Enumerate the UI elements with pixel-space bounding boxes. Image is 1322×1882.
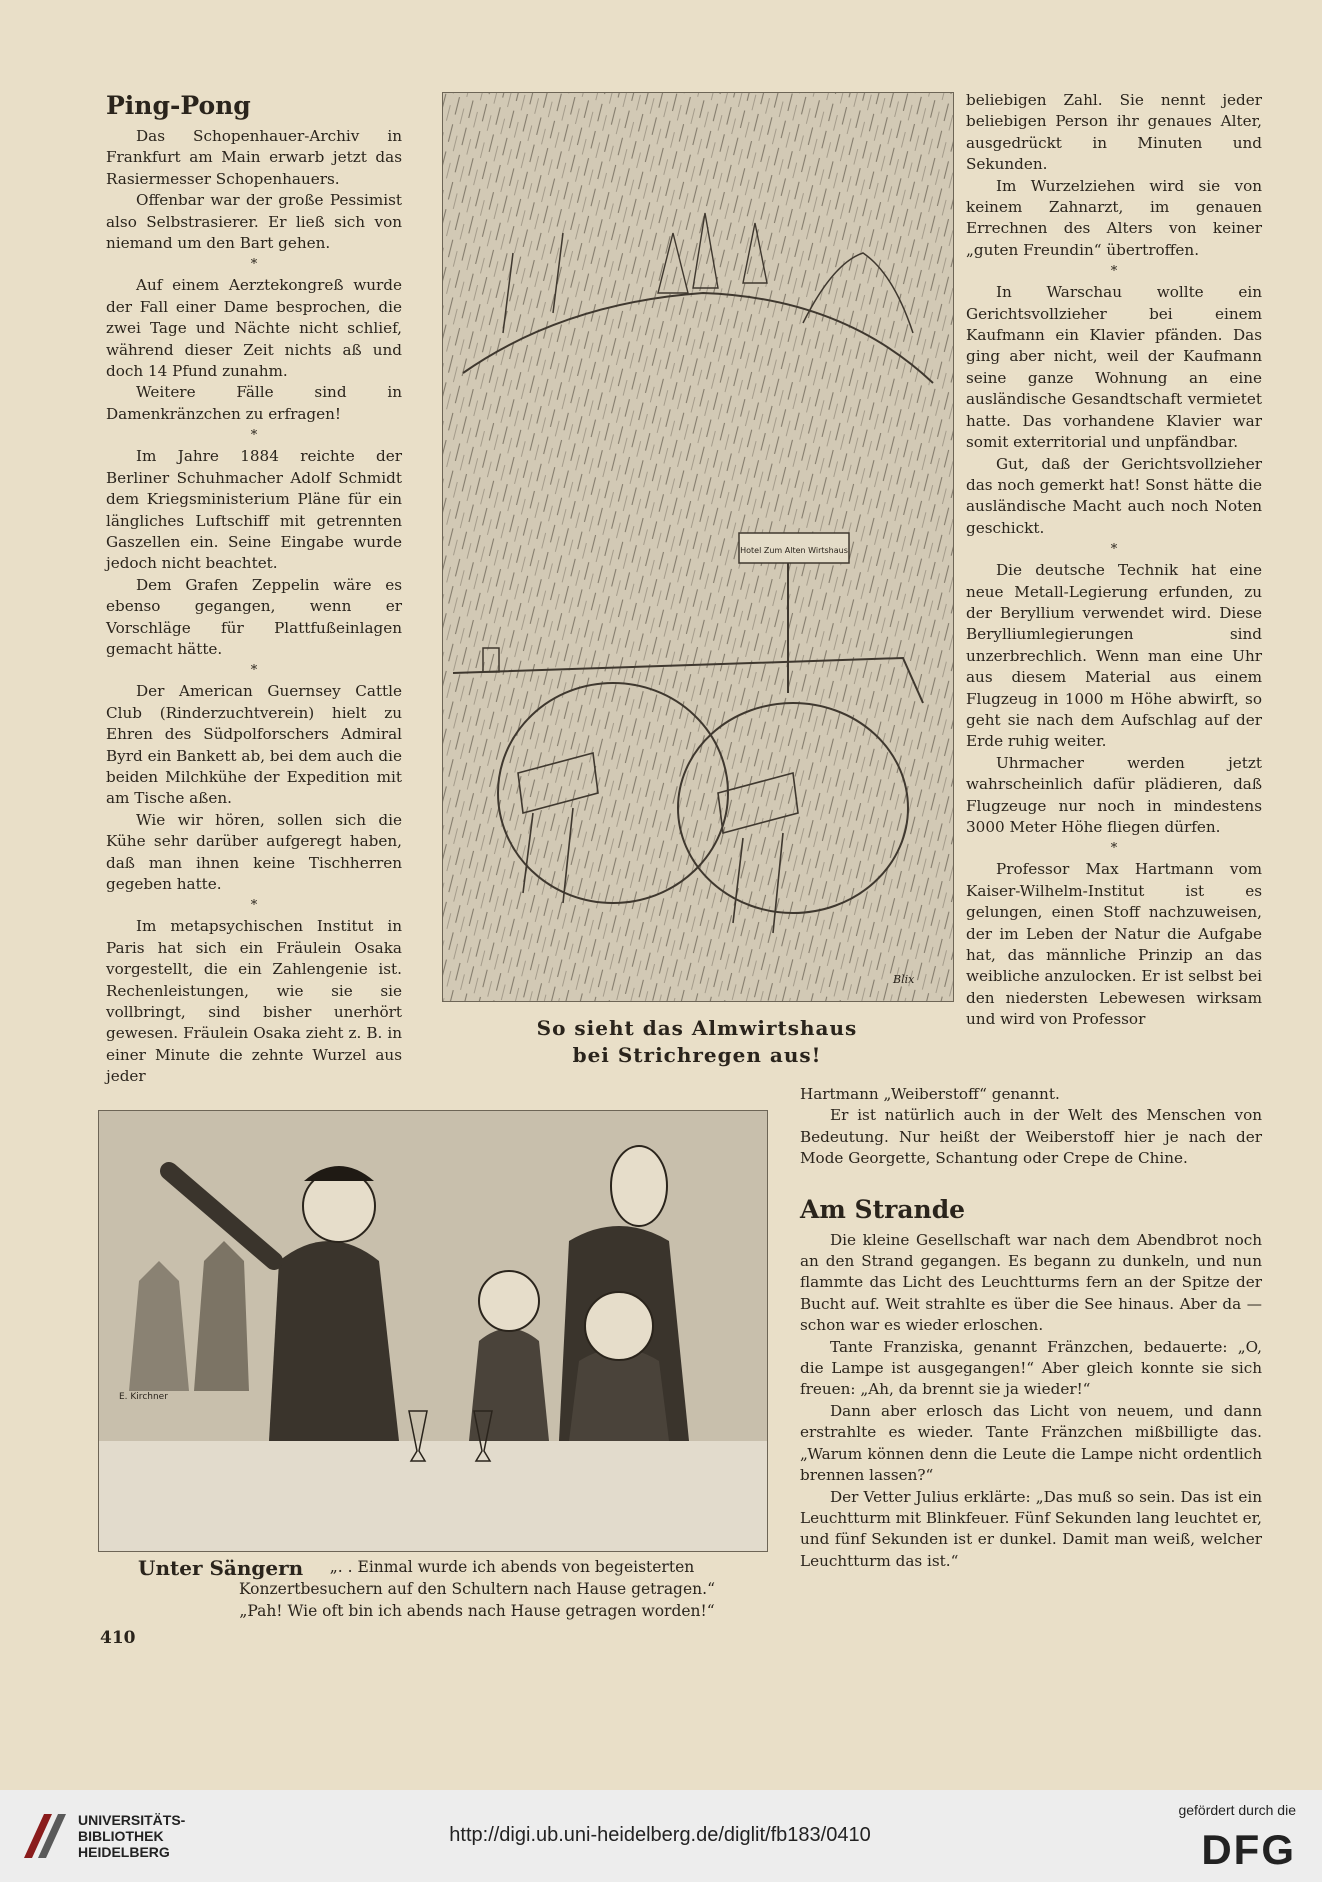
left-column bbox=[106, 90, 402, 1088]
artist-signature: E. Kirchner bbox=[119, 1392, 168, 1402]
paragraph: Dann aber erlosch das Licht von neuem, und dann erstrahlte es wieder. Tante Fränzchen mißbilligte das. „Warum können denn die Leute die Lampe nicht ordentlich brennen lassen?“ bbox=[800, 1401, 1262, 1485]
caption-line: „Pah! Wie oft bin ich abends nach Hause getragen worden!“ bbox=[239, 1602, 715, 1620]
digital-library-link[interactable]: http://digi.ub.uni-heidelberg.de/diglit/fb183/0410 bbox=[449, 1824, 871, 1846]
paragraph: Er ist natürlich auch in der Welt des Menschen von Bedeutung. Nur heißt der Weiberstoff hier je nach der Mode Georgette, Schantung oder Crepe de Chine. bbox=[800, 1106, 1262, 1168]
right-column bbox=[966, 90, 1262, 1031]
paragraph: Im Wurzelziehen wird sie von keinem Zahnarzt, im genauen Errechnen des Alters von keiner „guten Freundin“ übertroffen. bbox=[966, 176, 1262, 259]
paragraph: Die deutsche Technik hat eine neue Metall-Legierung erfunden, zu der Beryllium verwendet wird. Diese Berylliumlegierungen sind unzerbrechlich. Wenn man eine Uhr aus diesem Material aus einem Flugzeug in 1000 m Höhe abwirft, so geht sie nach dem Aufschlag auf der Erde ruhig weiter. bbox=[966, 561, 1262, 751]
paragraph: Das Schopenhauer-Archiv in Frankfurt am Main erwarb jetzt das Rasiermesser Schopenhauers. bbox=[106, 127, 402, 188]
funding-note: gefördert durch die bbox=[1178, 1802, 1296, 1818]
caption-title-unter-saengern: Unter Sängern bbox=[138, 1556, 304, 1580]
library-name-line: HEIDELBERG bbox=[78, 1844, 170, 1860]
artist-signature: Blix bbox=[893, 973, 915, 986]
paragraph: In Warschau wollte ein Gerichtsvollzieher bei einem Kaufmann ein Klavier pfänden. Das ging aber nicht, weil der Kaufmann seine ganze Wohnung an eine ausländische Gesandtschaft vermietet hatte. Das vorhandene Klavier war somit exterritorial und unpfändbar. bbox=[966, 283, 1262, 452]
caption-line: So sieht das Almwirtshaus bbox=[536, 1016, 858, 1040]
paragraph: Im Jahre 1884 reichte der Berliner Schuhmacher Adolf Schmidt dem Kriegsministerium Pläne für ein längliches Luftschiff mit getrennten Gaszellen ein. Seine Eingabe wurde jedoch nicht beachtet. bbox=[106, 447, 402, 573]
illustration-almwirtshaus bbox=[442, 92, 954, 1002]
separator-star: * bbox=[250, 257, 258, 273]
caption-almwirtshaus bbox=[442, 1015, 952, 1069]
library-name-line: BIBLIOTHEK bbox=[78, 1828, 164, 1844]
paragraph: Der Vetter Julius erklärte: „Das muß so sein. Das ist ein Leuchtturm mit Blinkfeuer. Fünf Sekunden lang leuchtet er, und fünf Sekunden ist er dunkel. Damit man weiß, welcher Leuchtturm das ist.“ bbox=[800, 1487, 1262, 1570]
separator-star: * bbox=[250, 663, 258, 679]
paragraph: Der American Guernsey Cattle Club (Rinderzuchtverein) hielt zu Ehren des Südpolforschers Admiral Byrd ein Bankett ab, bei dem auch die beiden Milchkühe der Expedition mit am Tische aßen. bbox=[106, 682, 402, 808]
inn-sign-text: Hotel Zum Alten Wirtshaus bbox=[740, 546, 848, 555]
separator-star: * bbox=[1110, 264, 1118, 280]
article-title-ping-pong: Ping-Pong bbox=[106, 91, 251, 120]
library-name-line: UNIVERSITÄTS- bbox=[78, 1812, 186, 1828]
article-title-am-strande: Am Strande bbox=[800, 1194, 966, 1224]
caption-line: bei Strichregen aus! bbox=[572, 1043, 822, 1067]
caption-text-unter-saengern bbox=[196, 1556, 758, 1622]
illustration-unter-saengern bbox=[98, 1110, 768, 1552]
paragraph: Im metapsychischen Institut in Paris hat sich ein Fräulein Osaka vorgestellt, die ein Zahlengenie ist. Rechenleistungen, wie sie sie vollbringt, sind bisher unerhört gewesen. Fräulein Osaka zieht z. B. in einer Minute die zehnte Wurzel aus jeder bbox=[106, 917, 402, 1086]
separator-star: * bbox=[1110, 841, 1118, 857]
paragraph: Uhrmacher werden jetzt wahrscheinlich dafür plädieren, daß Flugzeuge nur noch in mindestens 3000 Meter Höhe fliegen dürfen. bbox=[966, 753, 1262, 836]
paragraph: Tante Franziska, genannt Fränzchen, bedauerte: „O, die Lampe ist ausgegangen!“ Aber gleich konnte sie sich freuen: „Ah, da brennt sie ja wieder!“ bbox=[800, 1337, 1262, 1399]
page-number: 410 bbox=[100, 1628, 136, 1648]
paragraph: Professor Max Hartmann vom Kaiser-Wilhelm-Institut ist es gelungen, einen Stoff nachzuweisen, der im Leben der Natur die Aufgabe hat, das männliche Prinzip an das weibliche anzulocken. Er ist selbst bei den niedersten Lebewesen wirksam und wird von Professor bbox=[966, 860, 1262, 1029]
university-library-logo-icon bbox=[20, 1810, 70, 1862]
singers-drawing bbox=[99, 1111, 767, 1551]
separator-star: * bbox=[250, 428, 258, 444]
library-name bbox=[78, 1812, 185, 1860]
caption-line: „. . Einmal wurde ich abends von begeisterten bbox=[329, 1558, 695, 1576]
lower-right-text bbox=[800, 1084, 1262, 1572]
separator-star: * bbox=[250, 898, 258, 914]
paragraph: Weitere Fälle sind in Damenkränzchen zu erfragen! bbox=[106, 383, 402, 423]
paragraph: Hartmann „Weiberstoff“ genannt. bbox=[800, 1085, 1060, 1103]
paragraph: Die kleine Gesellschaft war nach dem Abendbrot noch an den Strand gegangen. Es begann zu dunkeln, und nun flammte das Licht des Leuchtturms fern an der Spitze der Bucht auf. Weit strahlte es über die See hinaus. Aber da — schon war es wieder erloschen. bbox=[800, 1230, 1262, 1335]
paragraph: Gut, daß der Gerichtsvollzieher das noch gemerkt hat! Sonst hätte die ausländische Macht auch noch Noten geschickt. bbox=[966, 454, 1262, 537]
separator-star: * bbox=[1110, 542, 1118, 558]
dfg-logo: DFG bbox=[1201, 1826, 1296, 1873]
paragraph: beliebigen Zahl. Sie nennt jeder beliebigen Person ihr genaues Alter, ausgedrückt in Minuten und Sekunden. bbox=[966, 91, 1262, 174]
paragraph: Dem Grafen Zeppelin wäre es ebenso gegangen, wenn er Vorschläge für Plattfußeinlagen gemacht hätte. bbox=[106, 575, 402, 658]
rain-landscape-drawing bbox=[443, 93, 953, 1001]
footer-bar bbox=[0, 1790, 1322, 1882]
caption-line: Konzertbesuchern auf den Schultern nach Hause getragen.“ bbox=[239, 1580, 715, 1598]
paragraph: Offenbar war der große Pessimist also Selbstrasierer. Er ließ sich von niemand um den Bart gehen. bbox=[106, 191, 402, 253]
paragraph: Auf einem Aerztekongreß wurde der Fall einer Dame besprochen, die zwei Tage und Nächte nicht schlief, während dieser Zeit nichts aß und doch 14 Pfund zunahm. bbox=[106, 276, 402, 381]
paragraph: Wie wir hören, sollen sich die Kühe sehr darüber aufgeregt haben, daß man ihnen keine Tischherren gegeben hatte. bbox=[106, 810, 402, 893]
